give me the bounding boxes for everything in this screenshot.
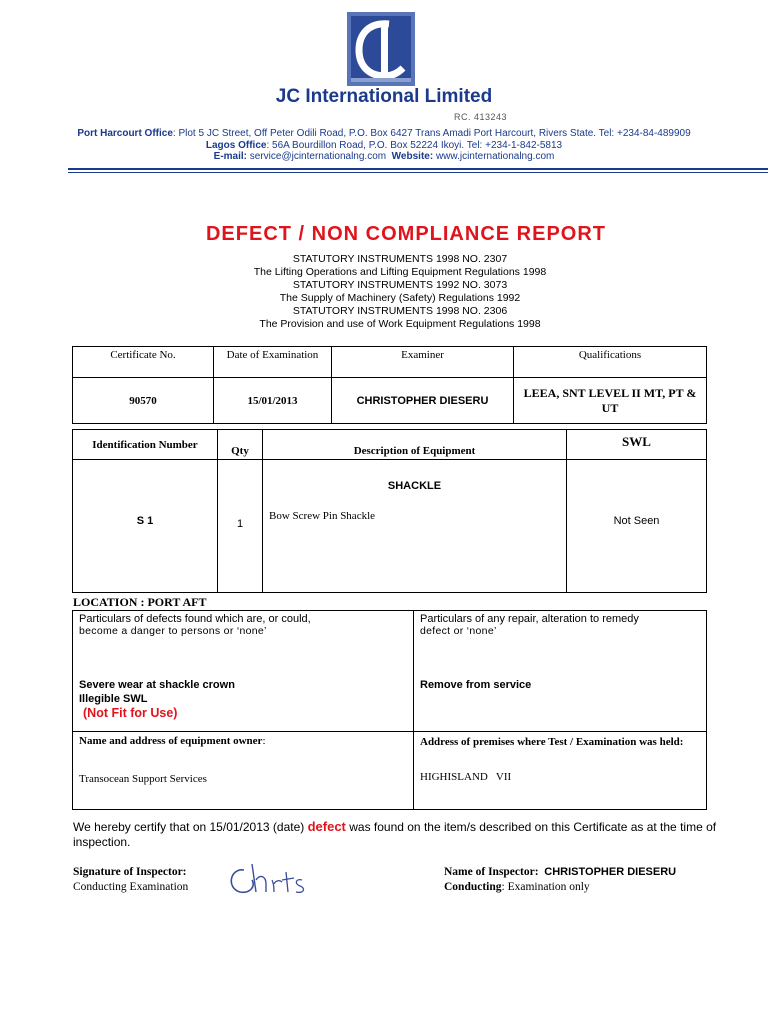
inspector-signature bbox=[222, 858, 312, 900]
certify-defect-word: defect bbox=[307, 819, 346, 834]
equipment-description: Bow Screw Pin Shackle bbox=[269, 510, 376, 522]
date-header: Date of Examination bbox=[214, 347, 332, 378]
inspector-name-label: Name of Inspector: bbox=[444, 866, 539, 878]
repair-header: Particulars of any repair, alteration to remedy bbox=[420, 613, 639, 625]
defects-header-2: become a danger to persons or ‘none’ bbox=[79, 625, 267, 637]
qualifications-value: LEEA, SNT LEVEL II MT, PT & UT bbox=[514, 378, 707, 424]
certify-text-2: was found on the item/s described on this Certificate as at the time of inspection. bbox=[73, 820, 717, 849]
premises-cell bbox=[414, 732, 707, 810]
equipment-table bbox=[72, 429, 707, 593]
rc-number: RC. 413243 bbox=[454, 112, 508, 122]
lagos-office-line bbox=[0, 140, 768, 151]
premises-label: Address of premises where Test / Examination was held: bbox=[420, 736, 684, 748]
ph-office-address: : Plot 5 JC Street, Off Peter Odili Road, P.O. Box 6427 Trans Amadi Port Harcourt, Rivers State. Tel: +234-84-489909 bbox=[172, 128, 691, 139]
premises-value: HIGHISLAND VII bbox=[420, 771, 512, 783]
defect-item: Severe wear at shackle crown bbox=[79, 679, 235, 691]
id-header: Identification Number bbox=[73, 430, 218, 460]
defects-table bbox=[72, 610, 707, 810]
swl-value: Not Seen bbox=[567, 460, 707, 593]
inspector-name: CHRISTOPHER DIESERU bbox=[544, 866, 677, 878]
defect-item: Illegible SWL bbox=[79, 693, 148, 705]
repair-action: Remove from service bbox=[420, 679, 532, 691]
statute-line: STATUTORY INSTRUMENTS 1998 NO. 2307 bbox=[292, 253, 508, 265]
header-rule bbox=[68, 168, 768, 170]
location-label: LOCATION : PORT AFT bbox=[73, 595, 207, 609]
report-title: DEFECT / NON COMPLIANCE REPORT bbox=[205, 223, 606, 245]
repair-header-2: defect or ‘none’ bbox=[420, 625, 497, 637]
certificate-table bbox=[72, 346, 707, 424]
lagos-office-label: Lagos Office bbox=[205, 140, 267, 151]
description-header: Description of Equipment bbox=[263, 430, 567, 460]
date-value: 15/01/2013 bbox=[214, 378, 332, 424]
defects-cell bbox=[73, 611, 414, 732]
examiner-header: Examiner bbox=[332, 347, 514, 378]
cert-no-header: Certificate No. bbox=[73, 347, 214, 378]
signature-block bbox=[73, 865, 188, 895]
qty-value: 1 bbox=[218, 460, 263, 593]
owner-label: Name and address of equipment owner bbox=[79, 735, 263, 747]
equipment-type: SHACKLE bbox=[387, 480, 442, 492]
lagos-office-address: : 56A Bourdillon Road, P.O. Box 52224 Ikoyi. Tel: +234-1-842-5813 bbox=[266, 140, 563, 151]
inspector-block bbox=[444, 865, 676, 895]
certify-text-1: We hereby certify that on 15/01/2013 (date) bbox=[73, 820, 308, 834]
defects-header: Particulars of defects found which are, or could, bbox=[79, 613, 311, 625]
conducting-label: Conducting bbox=[444, 881, 502, 893]
qualifications-header: Qualifications bbox=[514, 347, 707, 378]
swl-header: SWL bbox=[567, 430, 707, 460]
owner-colon: : bbox=[262, 735, 266, 747]
company-name: JC International Limited bbox=[275, 86, 493, 107]
certification-statement bbox=[73, 819, 733, 850]
signature-label: Signature of Inspector: bbox=[73, 866, 187, 878]
statute-line: The Supply of Machinery (Safety) Regulations 1992 bbox=[279, 292, 521, 304]
ph-office-label: Port Harcourt Office bbox=[77, 128, 173, 139]
statute-line: STATUTORY INSTRUMENTS 1998 NO. 2306 bbox=[292, 305, 508, 317]
contact-line bbox=[0, 151, 768, 162]
qty-header: Qty bbox=[218, 430, 263, 460]
website-link[interactable]: www.jcinternationalng.com bbox=[435, 151, 555, 162]
company-logo bbox=[345, 10, 417, 88]
conducting-value: : Examination only bbox=[501, 881, 590, 893]
header-rule-thin bbox=[68, 172, 768, 173]
statute-line: STATUTORY INSTRUMENTS 1992 NO. 3073 bbox=[292, 279, 508, 291]
email-link[interactable]: service@jcinternationalng.com bbox=[249, 151, 387, 162]
not-fit-warning: (Not Fit for Use) bbox=[83, 706, 178, 720]
examiner-value: CHRISTOPHER DIESERU bbox=[332, 378, 514, 424]
repair-cell bbox=[414, 611, 707, 732]
email-label: E-mail: bbox=[213, 151, 247, 162]
statute-line: The Provision and use of Work Equipment Regulations 1998 bbox=[259, 318, 541, 330]
website-label: Website: bbox=[391, 151, 434, 162]
conducting-exam-label: Conducting Examination bbox=[73, 881, 189, 893]
owner-value: Transocean Support Services bbox=[79, 773, 207, 785]
cert-no-value: 90570 bbox=[73, 378, 214, 424]
owner-cell bbox=[73, 732, 414, 810]
statute-line: The Lifting Operations and Lifting Equipment Regulations 1998 bbox=[253, 266, 547, 278]
id-value: S 1 bbox=[73, 460, 218, 593]
description-cell bbox=[263, 460, 567, 593]
ph-office-line bbox=[0, 128, 768, 139]
